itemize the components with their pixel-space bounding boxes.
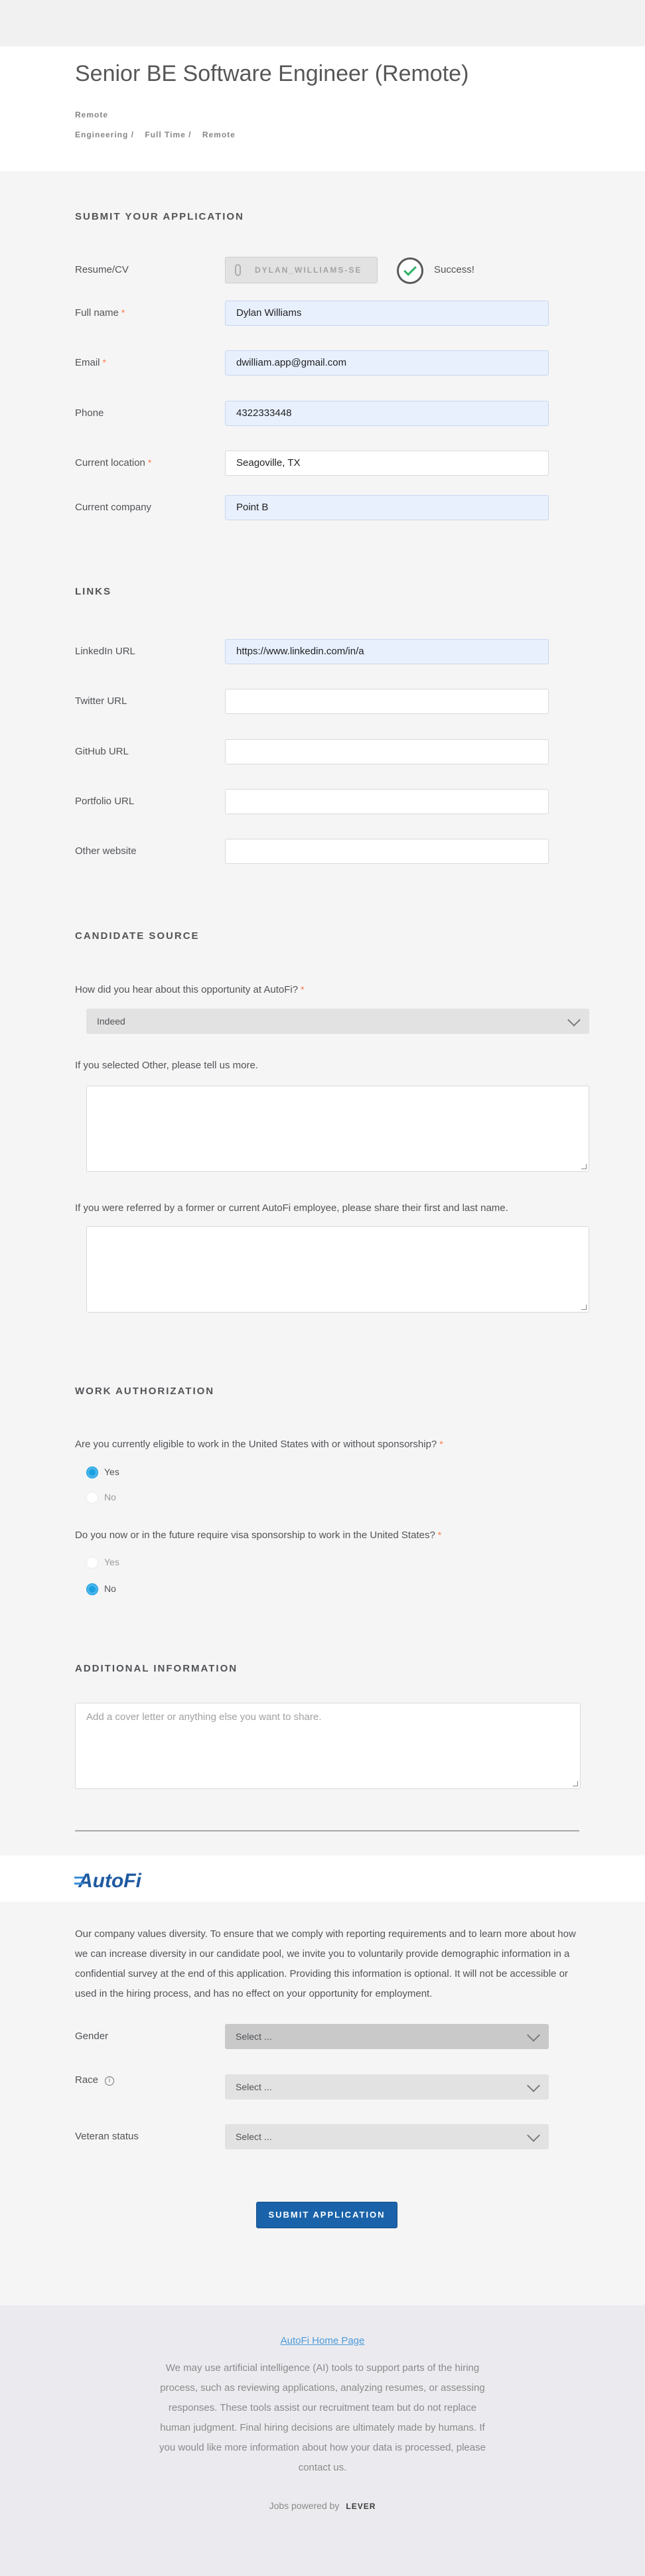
company-input[interactable]: Point B [225, 495, 549, 520]
veteran-select[interactable]: Select ... [225, 2124, 549, 2149]
job-title: Senior BE Software Engineer (Remote) [75, 61, 469, 86]
source-question: How did you hear about this opportunity at AutoFi? * [75, 984, 305, 995]
other-website-input[interactable] [225, 839, 549, 864]
home-page-link [0, 2335, 645, 2346]
github-label: GitHub URL [75, 746, 129, 757]
submit-application-button[interactable]: SUBMIT APPLICATION [256, 2202, 397, 2228]
section-title-source: CANDIDATE SOURCE [75, 930, 200, 942]
race-label: Race i [75, 2074, 114, 2086]
required-indicator: * [147, 457, 152, 468]
logo-mark-icon [74, 1877, 84, 1885]
source-other-textarea[interactable] [86, 1086, 589, 1172]
email-input[interactable]: dwilliam.app@gmail.com [225, 350, 549, 376]
portfolio-input[interactable] [225, 789, 549, 814]
full-name-label: Full name * [75, 307, 125, 319]
section-title-work-auth: WORK AUTHORIZATION [75, 1386, 215, 1397]
category-department: Engineering / [75, 130, 135, 139]
checkmark-icon [403, 263, 417, 276]
chevron-down-icon [527, 2129, 540, 2142]
gender-label: Gender [75, 2031, 109, 2042]
referral-textarea[interactable] [86, 1226, 589, 1313]
linkedin-input[interactable]: https://www.linkedin.com/in/a [225, 639, 549, 664]
info-icon[interactable]: i [105, 2076, 114, 2086]
email-label: Email * [75, 357, 106, 368]
resume-upload-button[interactable] [225, 257, 378, 283]
success-icon [397, 257, 423, 284]
chevron-down-icon [527, 2079, 540, 2092]
linkedin-label: LinkedIn URL [75, 646, 135, 657]
autofi-logo: AutoFi [78, 1870, 141, 1893]
gender-select[interactable]: Select ... [225, 2024, 549, 2049]
twitter-label: Twitter URL [75, 695, 127, 707]
required-indicator: * [121, 307, 125, 318]
referral-prompt: If you were referred by a former or current AutoFi employee, please share their first and last name. [75, 1202, 508, 1214]
lever-logo[interactable]: LEVER [346, 2502, 376, 2511]
resize-handle-icon[interactable] [581, 1164, 587, 1169]
required-indicator: * [102, 357, 106, 368]
phone-input[interactable]: 4322333448 [225, 401, 549, 426]
job-location: Remote [75, 110, 109, 119]
required-indicator: * [301, 984, 305, 995]
radio-button[interactable] [86, 1583, 98, 1595]
resume-label: Resume/CV [75, 264, 129, 275]
location-label: Current location * [75, 457, 152, 468]
ai-disclosure: We may use artificial intelligence (AI) tools to support parts of the hiring process, such as reviewing applications, analyzing resumes, or assessing responses. These tools assist our recruitment team but do not replace human judgment. Final hiring decisions are ultimately made by humans. If you would like more information about how your data is processed, please contact us. [159, 2362, 486, 2473]
other-website-label: Other website [75, 845, 137, 857]
race-select[interactable]: Select ... [225, 2074, 549, 2100]
radio-button[interactable] [86, 1492, 98, 1504]
required-indicator: * [439, 1439, 443, 1449]
category-commitment: Full Time / [145, 130, 192, 139]
section-title-application: SUBMIT YOUR APPLICATION [75, 211, 244, 222]
chevron-down-icon [567, 1013, 581, 1027]
resume-status: Success! [434, 264, 474, 275]
veteran-label: Veteran status [75, 2131, 139, 2142]
paperclip-icon [235, 264, 241, 276]
company-label: Current company [75, 502, 152, 513]
top-strip [0, 0, 645, 46]
radio-button[interactable] [86, 1557, 98, 1569]
diversity-statement: Our company values diversity. To ensure that we comply with reporting requirements and to learn more about how we can increase diversity in our candidate pool, we invite you to voluntarily provide demographic information in a confidential survey at the end of this application. Providing this information is optional. It will not be accessible or used in the hiring process, and has no effect on your opportunity for employment. [75, 1928, 576, 1999]
powered-by: Jobs powered by LEVER [269, 2500, 376, 2511]
resize-handle-icon[interactable] [581, 1305, 587, 1310]
resume-filename: DYLAN_WILLIAMS-SE [255, 265, 362, 275]
work-auth-question-2: Do you now or in the future require visa sponsorship to work in the United States? * [75, 1530, 442, 1541]
full-name-input[interactable]: Dylan Williams [225, 301, 549, 326]
phone-label: Phone [75, 407, 104, 419]
github-input[interactable] [225, 739, 549, 764]
cover-letter-placeholder: Add a cover letter or anything else you want to share. [86, 1711, 322, 1723]
section-divider [75, 1830, 579, 1831]
radio-button[interactable] [86, 1467, 98, 1478]
portfolio-label: Portfolio URL [75, 796, 135, 807]
job-categories [75, 130, 236, 139]
location-input[interactable]: Seagoville, TX [225, 451, 549, 476]
source-other-prompt: If you selected Other, please tell us more. [75, 1060, 258, 1071]
chevron-down-icon [527, 2029, 540, 2042]
cover-letter-textarea[interactable] [75, 1703, 581, 1789]
home-page-link-text[interactable]: AutoFi Home Page [280, 2335, 365, 2346]
resize-handle-icon[interactable] [573, 1781, 578, 1786]
source-select[interactable]: Indeed [86, 1009, 589, 1034]
section-title-additional: ADDITIONAL INFORMATION [75, 1663, 238, 1674]
twitter-input[interactable] [225, 689, 549, 714]
section-title-links: LINKS [75, 586, 111, 597]
category-location: Remote [202, 130, 236, 139]
required-indicator: * [437, 1530, 442, 1540]
work-auth-question-1: Are you currently eligible to work in the United States with or without sponsorship? * [75, 1439, 443, 1450]
